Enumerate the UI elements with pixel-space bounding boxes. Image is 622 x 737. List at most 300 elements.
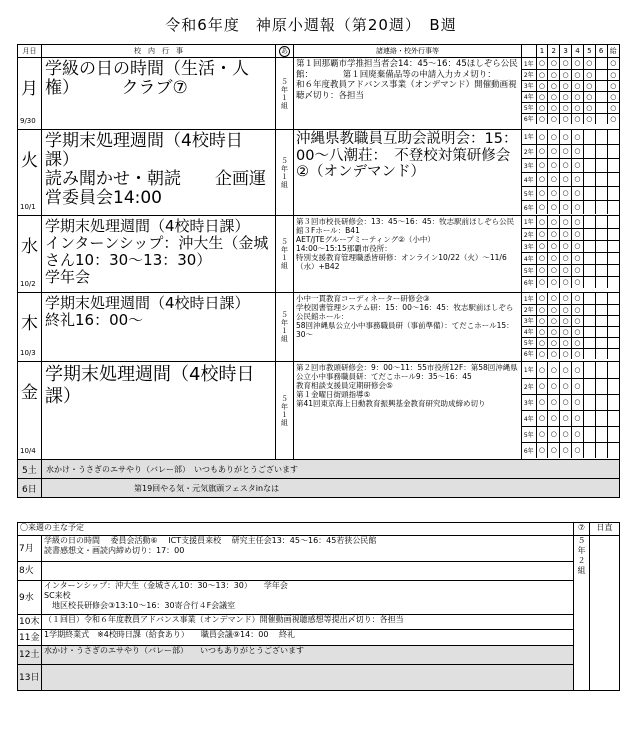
next-week-row	[18, 665, 620, 691]
grade-label: 4年	[522, 252, 536, 264]
period-mark: ○	[560, 144, 572, 158]
period-grid	[522, 58, 619, 124]
period-mark	[607, 186, 619, 200]
period-mark: ○	[572, 264, 584, 276]
period-mark: ○	[536, 158, 548, 172]
period-mark: ○	[560, 442, 572, 458]
period-mark: ○	[607, 91, 619, 102]
period-mark: ○	[548, 264, 560, 276]
period-mark: ○	[560, 276, 572, 288]
grade-label: 6年	[523, 204, 534, 212]
period-mark: ○	[536, 200, 548, 214]
period-mark: ○	[536, 264, 548, 276]
period-mark: ○	[548, 113, 560, 124]
grade-class-text: ５ 年 １ 組	[276, 293, 294, 362]
next-week-text: （１回目）令和６年度教員アドバンス事業（オンデマンド）開催動画視聴感想等提出〆切り：各担当	[42, 615, 574, 630]
grade-label: 4年	[522, 91, 536, 102]
period-mark: ○	[572, 378, 584, 394]
period-mark: ○	[560, 426, 572, 442]
period-header-cell: 3	[560, 45, 572, 57]
period-mark	[607, 442, 619, 458]
next-week-day-label: 7月	[18, 536, 42, 562]
period-mark	[583, 378, 595, 394]
period-mark: ○	[560, 102, 572, 113]
period-mark: ○	[536, 337, 548, 348]
next-week-text: 学級の日の時間 委員会活動⑥ ICT支援員来校 研究主任会13：45～16：45若狭公民館 読書感想文・画読内締め切り：17：00	[42, 536, 574, 562]
period-mark: ○	[536, 144, 548, 158]
period-mark	[583, 144, 595, 158]
period-mark: ○	[572, 186, 584, 200]
period-mark: ○	[548, 442, 560, 458]
period-mark	[583, 410, 595, 426]
contact-text: 第２回市教頭研修会：9：00～11：55市役所12F：第58回沖縄県公立小中事務職員研：てだこホール9：35～16：45 教育相談支援員定期研修会⑤ 第１金曜日街頭指導⑤ 第41回東京海上日動教育振興基金教育研究助成締め切り	[294, 362, 522, 460]
period-mark: ○	[583, 91, 595, 102]
page-title: 令和6年度 神原小週報（第20週） B週	[165, 16, 457, 34]
period-mark: ○	[548, 304, 560, 315]
period-mark: ○	[548, 252, 560, 264]
period-header	[522, 45, 620, 58]
next-week-header: 〇来週の主な予定	[18, 523, 574, 536]
period-mark	[595, 348, 607, 359]
grade-label: 5年	[522, 426, 536, 442]
period-mark: ○	[560, 240, 572, 252]
day-date: 9/30	[20, 117, 36, 125]
period-mark: ○	[572, 69, 584, 80]
period-mark: ○	[548, 158, 560, 172]
period-mark: ○	[548, 91, 560, 102]
period-header-cell: 給	[607, 45, 619, 57]
contacts-header: 諸連絡・校外行事等	[294, 45, 522, 58]
period-mark	[595, 228, 607, 240]
period-mark: ○	[572, 394, 584, 410]
period-mark: ○	[560, 304, 572, 315]
period-mark	[595, 186, 607, 200]
period-mark	[607, 378, 619, 394]
next-week-row	[18, 630, 620, 646]
day-row	[18, 130, 620, 216]
period-mark: ○	[548, 394, 560, 410]
period-mark: ○	[536, 252, 548, 264]
period-mark: ○	[548, 130, 560, 144]
period-mark	[595, 362, 607, 378]
period-mark: ○	[536, 80, 548, 91]
period-grid-cell	[522, 362, 620, 460]
period-mark	[607, 337, 619, 348]
period-mark: ○	[572, 276, 584, 288]
period-mark: ○	[572, 158, 584, 172]
period-mark: ○	[548, 378, 560, 394]
next-week-day-label: 9水	[18, 581, 42, 615]
period-mark: ○	[548, 276, 560, 288]
period-grid-cell	[522, 216, 620, 293]
period-mark	[595, 200, 607, 214]
period-mark	[583, 186, 595, 200]
period-mark	[583, 200, 595, 214]
period-mark	[595, 58, 607, 69]
school-events-header: 校 内 行 事	[42, 45, 276, 58]
period-mark: ○	[560, 91, 572, 102]
period-mark	[583, 442, 595, 458]
day-row	[18, 216, 620, 293]
period-mark	[607, 276, 619, 288]
period-mark: ○	[572, 293, 584, 304]
period-mark: ○	[560, 216, 572, 228]
period-mark	[595, 91, 607, 102]
period-mark	[595, 394, 607, 410]
period-mark	[595, 216, 607, 228]
period-mark: ○	[572, 337, 584, 348]
period-mark: ○	[548, 144, 560, 158]
next-week-day-label: 11金	[18, 630, 42, 646]
period-mark	[595, 102, 607, 113]
contact-text: 第３回市校長研修会：13：45～16：45：牧志駅前ほしぞら公民館３Fホール：B41 AET/JTEグループミーティング②（小中） 14:00～15:15那覇市役所： 特別支援教育管理職悉皆研修：オンライン10/22（火）～11/6（水）+B42	[294, 216, 522, 293]
weekend-text: 水かけ・うさぎのエサやり（バレー部） いつもありがとうございます	[42, 460, 620, 479]
period-mark: ○	[536, 102, 548, 113]
period-mark: ○	[607, 58, 619, 69]
grade-label: 5年	[522, 337, 536, 348]
period-mark	[583, 252, 595, 264]
period-mark	[595, 80, 607, 91]
period-mark: ○	[572, 144, 584, 158]
day-date: 10/3	[20, 349, 36, 357]
grade-label: 6年	[523, 279, 534, 287]
day-kanji: 水	[21, 237, 38, 257]
period-mark	[583, 337, 595, 348]
period-mark: ○	[536, 394, 548, 410]
period-mark: ○	[548, 337, 560, 348]
period-header-cell: 2	[548, 45, 560, 57]
period-mark	[595, 293, 607, 304]
period-mark	[583, 240, 595, 252]
period-mark	[583, 326, 595, 337]
period-mark: ○	[536, 58, 548, 69]
grade-label: 1年	[522, 362, 536, 378]
period-mark	[583, 394, 595, 410]
period-mark: ○	[560, 337, 572, 348]
period-mark	[607, 158, 619, 172]
period-header-cell: 5	[583, 45, 595, 57]
period-mark	[607, 362, 619, 378]
period-mark	[595, 442, 607, 458]
period-mark: ○	[560, 315, 572, 326]
grade-label: 2年	[522, 144, 536, 158]
period-mark: ○	[536, 69, 548, 80]
period-mark	[583, 348, 595, 359]
period-mark: ○	[583, 69, 595, 80]
period-mark: ○	[607, 69, 619, 80]
period-mark: ○	[572, 426, 584, 442]
period-mark: ○	[536, 304, 548, 315]
grade-header: あ	[276, 45, 294, 58]
period-mark: ○	[536, 91, 548, 102]
period-mark: ○	[572, 240, 584, 252]
period-mark	[583, 228, 595, 240]
period-mark	[595, 276, 607, 288]
period-mark	[607, 326, 619, 337]
period-mark: ○	[560, 326, 572, 337]
period-mark	[583, 315, 595, 326]
period-mark	[607, 304, 619, 315]
period-mark: ○	[548, 216, 560, 228]
period-mark: ○	[560, 58, 572, 69]
period-mark: ○	[572, 315, 584, 326]
next-week-day-label: 13日	[18, 665, 42, 691]
period-mark: ○	[572, 362, 584, 378]
period-mark: ○	[560, 80, 572, 91]
period-mark: ○	[583, 113, 595, 124]
next-week-header-row	[18, 523, 620, 536]
period-mark: ○	[560, 264, 572, 276]
period-mark: ○	[572, 172, 584, 186]
period-mark: ○	[536, 228, 548, 240]
period-mark: ○	[560, 252, 572, 264]
next-week-table	[17, 522, 620, 691]
period-mark	[607, 228, 619, 240]
period-mark	[583, 264, 595, 276]
weekend-row	[18, 460, 620, 479]
period-mark: ○	[572, 410, 584, 426]
next-week-row	[18, 646, 620, 665]
next-week-day-label: 8火	[18, 562, 42, 581]
day-cell	[18, 58, 42, 130]
period-mark	[583, 158, 595, 172]
period-mark: ○	[548, 228, 560, 240]
period-mark	[583, 426, 595, 442]
period-mark: ○	[560, 378, 572, 394]
period-mark: ○	[536, 326, 548, 337]
day-row	[18, 362, 620, 460]
period-mark: ○	[548, 200, 560, 214]
period-mark: ○	[560, 158, 572, 172]
next-week-row	[18, 536, 620, 562]
period-mark: ○	[572, 91, 584, 102]
grade-label: 5年	[522, 264, 536, 276]
day-cell	[18, 293, 42, 362]
period-grid	[522, 216, 619, 288]
day-cell	[18, 362, 42, 460]
grade-label: 3年	[522, 394, 536, 410]
grade-label: 4年	[522, 326, 536, 337]
period-mark: ○	[548, 426, 560, 442]
school-event-text: 学期末処理週間（4校時日課） インターンシップ：沖大生（金城さん10：30～13：30） 学年会	[42, 216, 276, 293]
grade-label: 6年	[523, 351, 534, 359]
grade-label: 6年	[523, 447, 534, 455]
school-event-text: 学級の日の時間（生活・人権） クラブ⑦	[42, 58, 276, 130]
period-mark: ○	[583, 80, 595, 91]
period-mark	[607, 172, 619, 186]
day-cell	[18, 130, 42, 216]
day-cell	[18, 216, 42, 293]
period-mark: ○	[607, 102, 619, 113]
period-mark: ○	[560, 130, 572, 144]
period-mark: ○	[572, 442, 584, 458]
period-mark	[607, 348, 619, 359]
period-mark: ○	[583, 102, 595, 113]
period-mark	[583, 293, 595, 304]
period-mark	[607, 130, 619, 144]
period-mark: ○	[536, 276, 548, 288]
period-mark: ○	[560, 348, 572, 359]
grade-label: 4年	[522, 410, 536, 426]
grade-label: 3年	[522, 80, 536, 91]
period-mark	[595, 337, 607, 348]
weekend-row	[18, 479, 620, 498]
period-mark: ○	[560, 394, 572, 410]
period-mark: ○	[536, 216, 548, 228]
period-mark: ○	[572, 102, 584, 113]
period-grid	[522, 130, 619, 214]
period-mark	[595, 113, 607, 124]
period-mark: ○	[548, 348, 560, 359]
period-mark: ○	[560, 362, 572, 378]
period-mark	[595, 426, 607, 442]
period-mark: ○	[572, 348, 584, 359]
grade-label: 3年	[522, 240, 536, 252]
grade-label: 2年	[522, 228, 536, 240]
day-row	[18, 58, 620, 130]
duty-cell	[590, 536, 620, 691]
period-mark	[607, 240, 619, 252]
school-event-text: 学期末処理週間（4校時日課）	[42, 362, 276, 460]
period-mark: ○	[536, 293, 548, 304]
grade-label: 5年	[522, 186, 536, 200]
next-week-text	[42, 562, 574, 581]
grade-class-text: ５ 年 １ 組	[276, 58, 294, 130]
period-mark: ○	[536, 186, 548, 200]
period-mark: ○	[560, 172, 572, 186]
period-mark: ○	[607, 80, 619, 91]
date-header: 月日	[18, 45, 42, 58]
next-week-text	[42, 665, 574, 691]
grade-label: 5年	[522, 102, 536, 113]
period-mark	[583, 130, 595, 144]
grade-label: 2年	[522, 69, 536, 80]
period-mark	[595, 264, 607, 276]
grade-label: 2年	[522, 304, 536, 315]
period-mark	[607, 410, 619, 426]
period-header-cell	[522, 45, 536, 57]
period-mark: ○	[536, 410, 548, 426]
next-week-text: 水かけ・うさぎのエサやり（バレー部） いつもありがとうございます	[42, 646, 574, 665]
day-kanji: 木	[21, 314, 38, 334]
contact-text: 沖縄県教職員互助会説明会：15：00～八潮荘： 不登校対策研修会②（オンデマンド）	[294, 130, 522, 216]
next-week-row	[18, 615, 620, 630]
period-mark: ○	[548, 102, 560, 113]
period-mark	[595, 69, 607, 80]
period-mark: ○	[536, 362, 548, 378]
period-header-cell: 1	[536, 45, 548, 57]
next-week-day-label: 10木	[18, 615, 42, 630]
grade-label: 2年	[522, 378, 536, 394]
period-mark: ○	[560, 228, 572, 240]
grade-label: 3年	[522, 315, 536, 326]
grade-label: 1年	[522, 293, 536, 304]
period-mark	[607, 293, 619, 304]
period-mark	[607, 315, 619, 326]
period-mark: ○	[536, 426, 548, 442]
period-mark	[595, 158, 607, 172]
period-mark: ○	[583, 58, 595, 69]
period-mark: ○	[572, 252, 584, 264]
day-kanji: 火	[21, 151, 38, 171]
period-mark: ○	[560, 410, 572, 426]
period-grid-cell	[522, 293, 620, 362]
weekly-schedule-table	[17, 44, 620, 498]
period-mark: ○	[548, 58, 560, 69]
next-week-grade-class: ５ 年 ２ 組	[574, 536, 590, 691]
day-date: 10/1	[20, 203, 36, 211]
period-mark: ○	[548, 362, 560, 378]
period-mark: ○	[536, 315, 548, 326]
period-mark	[607, 394, 619, 410]
period-mark	[595, 130, 607, 144]
period-grid-cell	[522, 130, 620, 216]
period-mark: ○	[536, 113, 548, 124]
weekend-text: 第19回やる気・元気旗頭フェスタinなは	[42, 479, 620, 498]
period-mark: ○	[536, 240, 548, 252]
school-event-text: 学期末処理週間（4校時日課） 読み聞かせ・朝読 企画運営委員会14:00	[42, 130, 276, 216]
period-mark: ○	[548, 69, 560, 80]
grade-label: 3年	[522, 158, 536, 172]
grade-class-text: ５ 年 １ 組	[276, 130, 294, 216]
period-mark: ○	[548, 172, 560, 186]
period-mark	[595, 144, 607, 158]
period-grid	[522, 293, 619, 359]
period-mark: ○	[548, 240, 560, 252]
period-mark	[583, 216, 595, 228]
grade-class-text: ５ 年 １ 組	[276, 362, 294, 460]
period-mark	[595, 172, 607, 186]
period-mark: ○	[572, 113, 584, 124]
next-week-text: インターンシップ：沖大生（金城さん10：30～13：30） 学年会 SC来校 地区校長研修会③13:10～16：30寄合行４F会議室	[42, 581, 574, 615]
period-mark: ○	[536, 378, 548, 394]
period-mark: ○	[572, 228, 584, 240]
period-mark	[595, 326, 607, 337]
day-date: 10/2	[20, 280, 36, 288]
next-week-row	[18, 581, 620, 615]
duty-header: 日直	[590, 523, 620, 536]
grade-label: 4年	[522, 172, 536, 186]
period-mark: ○	[536, 442, 548, 458]
grade-label: 1年	[522, 130, 536, 144]
day-row	[18, 293, 620, 362]
period-mark: ○	[560, 293, 572, 304]
period-mark	[583, 172, 595, 186]
period-mark: ○	[572, 304, 584, 315]
period-mark: ○	[536, 172, 548, 186]
weekend-label: 6日	[18, 479, 42, 498]
period-mark: ○	[536, 130, 548, 144]
period-mark: ○	[536, 348, 548, 359]
day-date: 10/4	[20, 447, 36, 455]
period-mark	[595, 252, 607, 264]
period-header-cell: 4	[572, 45, 584, 57]
period-mark	[595, 410, 607, 426]
period-mark: ○	[548, 315, 560, 326]
period-mark	[607, 426, 619, 442]
period-mark	[607, 264, 619, 276]
period-mark: ○	[548, 293, 560, 304]
period-mark: ○	[572, 216, 584, 228]
table-header-row	[18, 45, 620, 58]
period-mark	[595, 378, 607, 394]
grade-label: 6年	[523, 116, 534, 124]
grade-label: 1年	[522, 216, 536, 228]
contact-text: 小中一貫教育コーディネーター研修会③ 学校図書管理システム研：15：00～16：45：牧志駅前ほしぞら公民館ホール： 58回沖縄県公立小中事務職員研（事前準備）：てだこホール15：30～	[294, 293, 522, 362]
contact-text: 第１回那覇市学推担当者会14：45～16：45ほしぞら公民館： 第１回廃棄備品等の申請入力カメ切り： 和６年度教員アドバンス事業（オンデマンド）開催動画視聴〆切り：各担当	[294, 58, 522, 130]
period-mark	[595, 240, 607, 252]
weekend-label: 5土	[18, 460, 42, 479]
